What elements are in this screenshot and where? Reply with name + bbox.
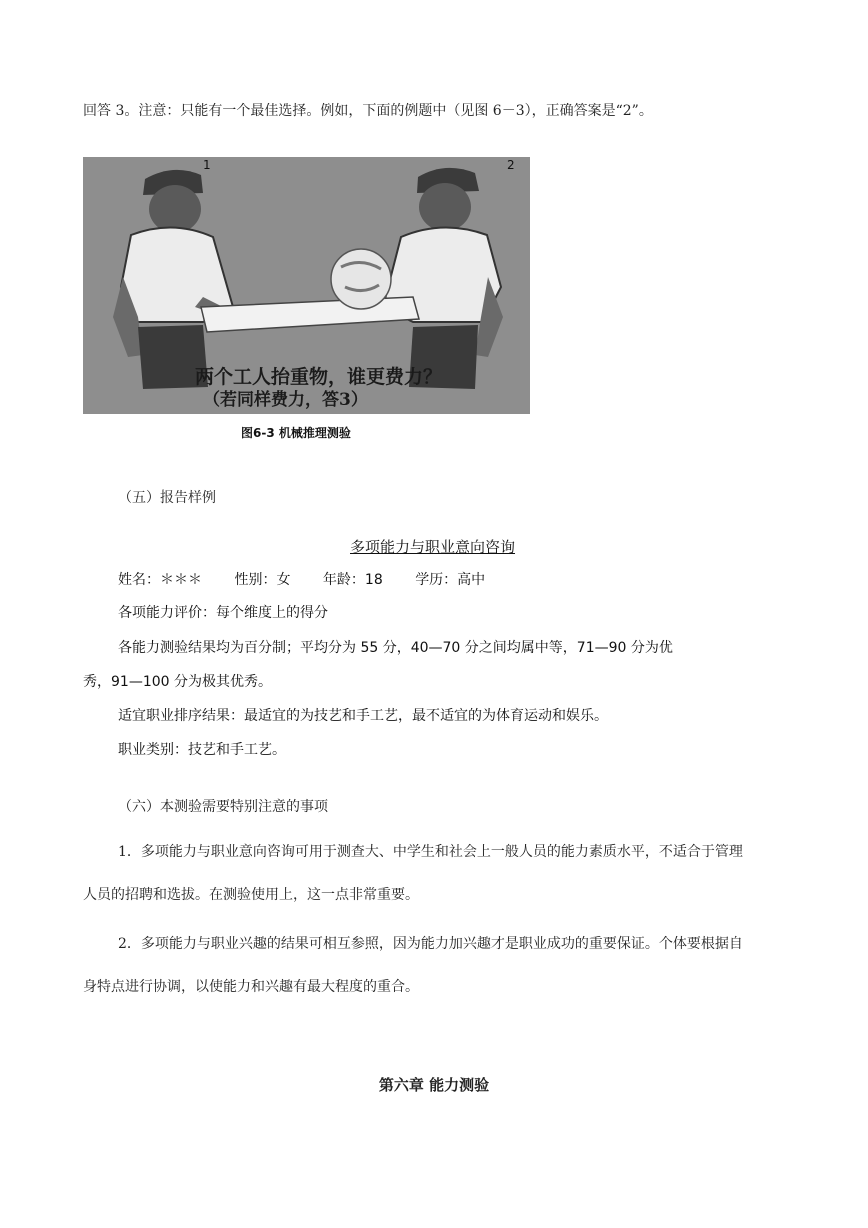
label-2: 2 [507,158,515,172]
intro-paragraph: 回答 3。注意：只能有一个最佳选择。例如，下面的例题中（见图 6－3），正确答案是“2”。 [83,103,653,119]
report-gender: 性别：女 [234,572,291,588]
report-education: 学历：高中 [415,572,486,588]
report-scores-line2: 秀，91—100 分为极其优秀。 [83,674,272,690]
report-eval-line: 各项能力评价：每个维度上的得分 [118,605,328,621]
figure-caption: 图6-3 机械推理测验 [241,426,351,440]
report-title: 多项能力与职业意向咨询 [350,538,516,556]
label-1: 1 [203,158,211,172]
report-category-line: 职业类别：技艺和手工艺。 [118,742,286,758]
section6-heading: （六）本测验需要特别注意的事项 [118,799,328,815]
figure-hint: （若同样费力，答3） [203,390,368,410]
report-name: 姓名：＊＊＊ [118,572,202,588]
note1-line2: 人员的招聘和选拔。在测验使用上，这一点非常重要。 [83,887,419,903]
note1-line1: 1．多项能力与职业意向咨询可用于测查大、中学生和社会上一般人员的能力素质水平，不适合于管理 [118,844,743,860]
workers-carrying-illustration [83,157,530,414]
report-scores-line1: 各能力测验结果均为百分制；平均分为 55 分，40—70 分之间均属中等，71—90 分为优 [118,640,673,656]
chapter-title: 第六章 能力测验 [378,1076,490,1094]
section5-heading: （五）报告样例 [118,490,216,506]
figure-question: 两个工人抬重物，谁更费力？ [195,366,443,388]
report-ranking-line: 适宜职业排序结果：最适宜的为技艺和手工艺，最不适宜的为体育运动和娱乐。 [118,708,608,724]
note2-line2: 身特点进行协调，以使能力和兴趣有最大程度的重合。 [83,979,419,995]
note2-line1: 2．多项能力与职业兴趣的结果可相互参照，因为能力加兴趣才是职业成功的重要保证。个体要根据自 [118,936,743,952]
report-age: 年龄：18 [322,572,383,588]
report-basic-info [118,570,513,590]
mechanical-reasoning-figure [83,157,530,414]
